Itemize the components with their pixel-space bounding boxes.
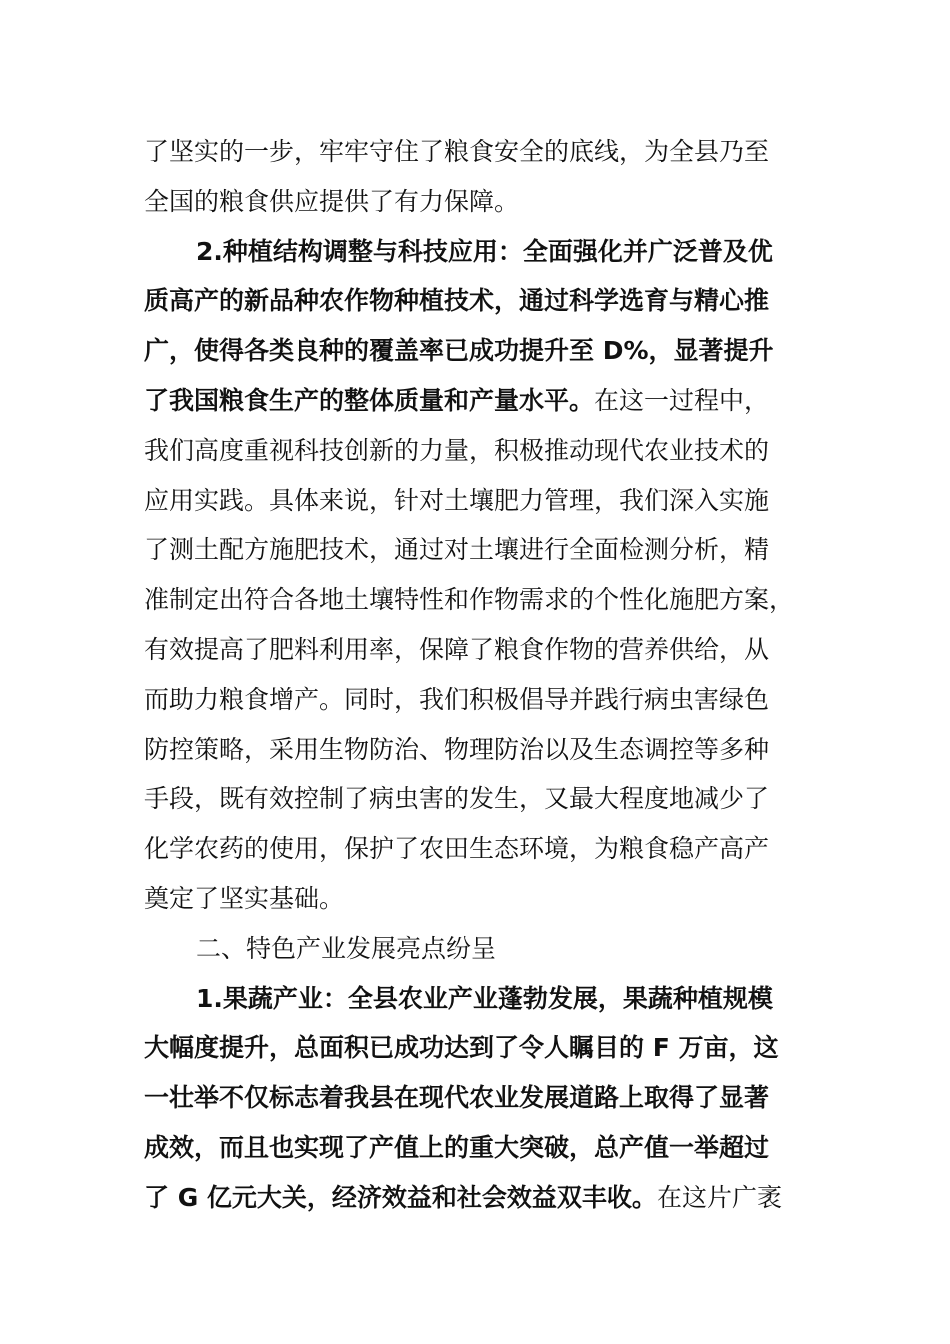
- text-line: [144, 1173, 824, 1223]
- text-run: 我们高度重视科技创新的力量，积极推动现代农业技术的: [144, 435, 770, 465]
- section-heading: [144, 924, 824, 974]
- text-run: 手段，既有效控制了病虫害的发生，又最大程度地减少了: [144, 784, 770, 814]
- text-run: 二、特色产业发展亮点纷呈: [196, 933, 497, 963]
- text-run: 应用实践。具体来说，针对土壤肥力管理，我们深入实施: [144, 485, 770, 515]
- text-line: [144, 525, 824, 575]
- bold-run: 2.种植结构调整与科技应用：全面强化并广泛普及优: [196, 236, 773, 266]
- text-line: [144, 276, 824, 326]
- text-line: [144, 675, 824, 725]
- text-run: 了坚实的一步，牢牢守住了粮食安全的底线，为全县乃至: [144, 137, 770, 166]
- text-run: 在这一过程中，: [594, 385, 770, 415]
- bold-run: 了我国粮食生产的整体质量和产量水平。: [144, 385, 595, 415]
- text-run: 了测土配方施肥技术，通过对土壤进行全面检测分析，精: [144, 535, 770, 565]
- text-run: 奠定了坚实基础。: [144, 883, 345, 913]
- bold-run: 一壮举不仅标志着我县在现代农业发展道路上取得了显著: [144, 1083, 770, 1113]
- bold-run: 质高产的新品种农作物种植技术，通过科学选育与精心推: [144, 286, 770, 316]
- text-line: [144, 575, 824, 625]
- text-line: [144, 476, 824, 526]
- text-run: 准制定出符合各地土壤特性和作物需求的个性化施肥方案，: [144, 585, 795, 615]
- bold-run: 大幅度提升，总面积已成功达到了令人瞩目的 F 万亩，这: [144, 1033, 779, 1063]
- bold-run: 广，使得各类良种的覆盖率已成功提升至 D%，显著提升: [144, 336, 774, 366]
- text-line: [144, 774, 824, 824]
- text-line: [144, 177, 824, 227]
- text-line: [144, 326, 824, 376]
- text-line: [144, 1123, 824, 1173]
- text-line: [144, 874, 824, 924]
- bold-run: 了 G 亿元大关，经济效益和社会效益双丰收。: [144, 1182, 657, 1212]
- text-run: 在这片广袤: [656, 1182, 782, 1212]
- text-line: [144, 1073, 824, 1123]
- text-line: [144, 376, 824, 426]
- text-line: [144, 824, 824, 874]
- text-run: 化学农药的使用，保护了农田生态环境，为粮食稳产高产: [144, 834, 770, 864]
- text-line: [144, 1023, 824, 1073]
- text-line: [144, 625, 824, 675]
- text-run: 全国的粮食供应提供了有力保障。: [144, 186, 520, 216]
- paragraph-heading-line: [144, 974, 824, 1024]
- text-run: 而助力粮食增产。同时，我们积极倡导并践行病虫害绿色: [144, 684, 770, 714]
- text-run: 有效提高了肥料利用率，保障了粮食作物的营养供给，从: [144, 634, 770, 664]
- text-line: [144, 426, 824, 476]
- text-line: [144, 127, 824, 177]
- bold-run: 1.果蔬产业：全县农业产业蓬勃发展，果蔬种植规模: [196, 983, 773, 1013]
- text-line: [144, 725, 824, 775]
- bold-run: 成效，而且也实现了产值上的重大突破，总产值一举超过: [144, 1132, 770, 1162]
- document-body: [144, 127, 824, 1223]
- text-run: 防控策略，采用生物防治、物理防治以及生态调控等多种: [144, 734, 770, 764]
- paragraph-heading-line: [144, 227, 824, 277]
